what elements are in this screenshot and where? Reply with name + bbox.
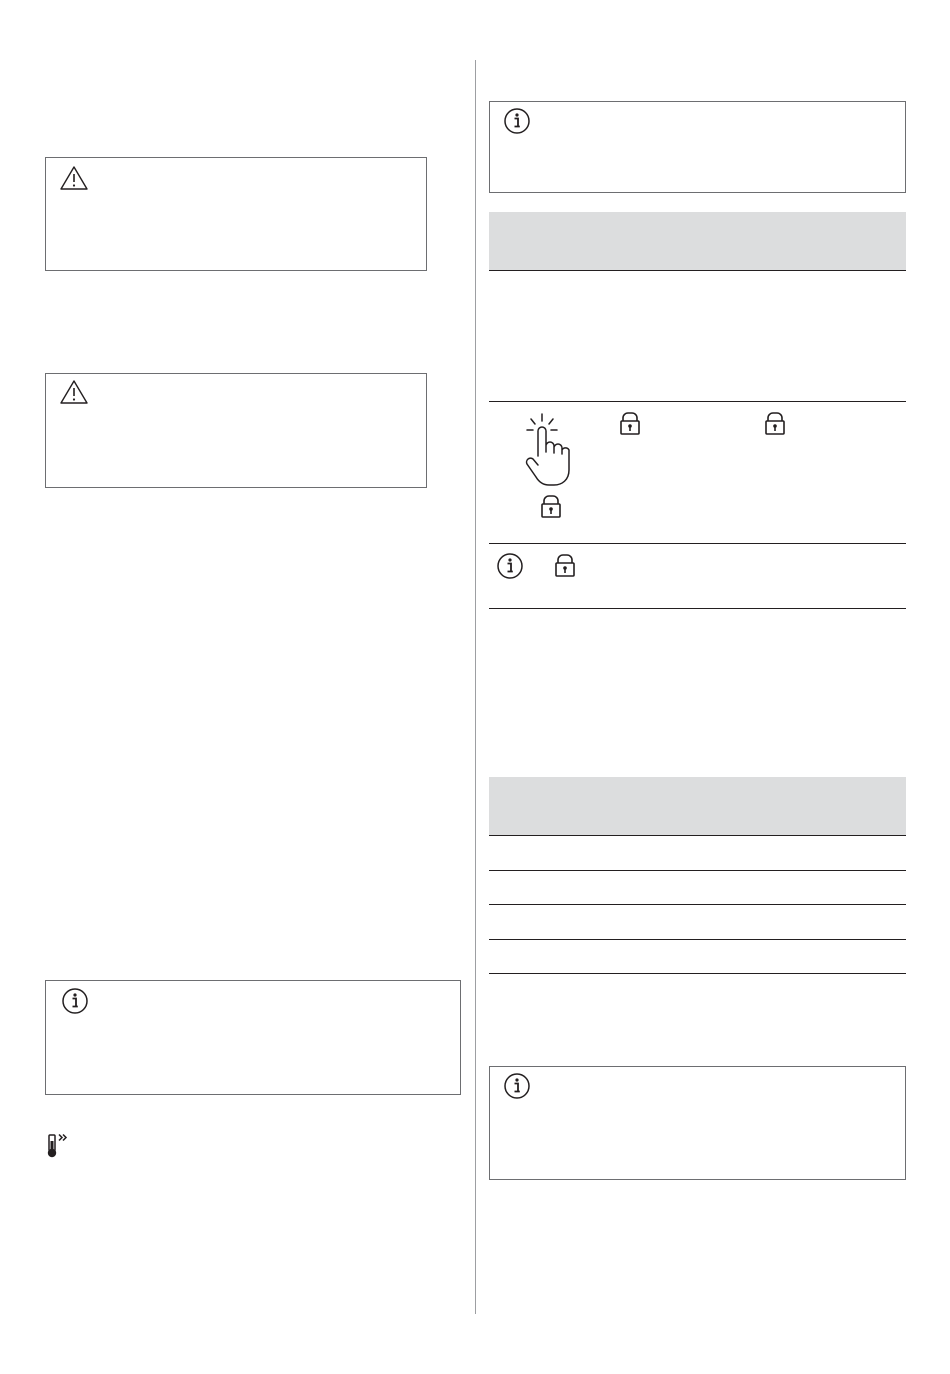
thermometer-fast-freeze-icon: [45, 1133, 75, 1159]
info-circle-icon: [503, 107, 531, 135]
table-row: [489, 939, 906, 940]
table-1-header-rule: [489, 270, 906, 271]
table-2-header: [489, 777, 906, 835]
table-2-header-rule: [489, 835, 906, 836]
table-row: [489, 904, 906, 905]
table-1-bottom-rule: [489, 608, 906, 609]
table-1-row-divider: [489, 401, 906, 402]
table-1-row-divider: [489, 543, 906, 544]
column-divider: [475, 60, 476, 1314]
table-2-bottom-rule: [489, 973, 906, 974]
info-box-right-top: [489, 101, 906, 193]
finger-touch-icon: [522, 412, 574, 488]
warning-box-2: [45, 373, 427, 488]
padlock-icon: [554, 554, 576, 578]
padlock-icon: [540, 495, 562, 519]
warning-triangle-icon: [59, 379, 89, 405]
info-circle-icon: [503, 1072, 531, 1100]
info-box-left: [45, 980, 461, 1095]
padlock-icon: [764, 412, 786, 436]
warning-triangle-icon: [59, 165, 89, 191]
warning-box-1: [45, 157, 427, 271]
table-1-header: [489, 212, 906, 270]
table-row: [489, 870, 906, 871]
info-circle-icon: [61, 987, 89, 1015]
info-box-right-bottom: [489, 1066, 906, 1180]
padlock-icon: [619, 412, 641, 436]
info-circle-icon: [496, 552, 524, 580]
